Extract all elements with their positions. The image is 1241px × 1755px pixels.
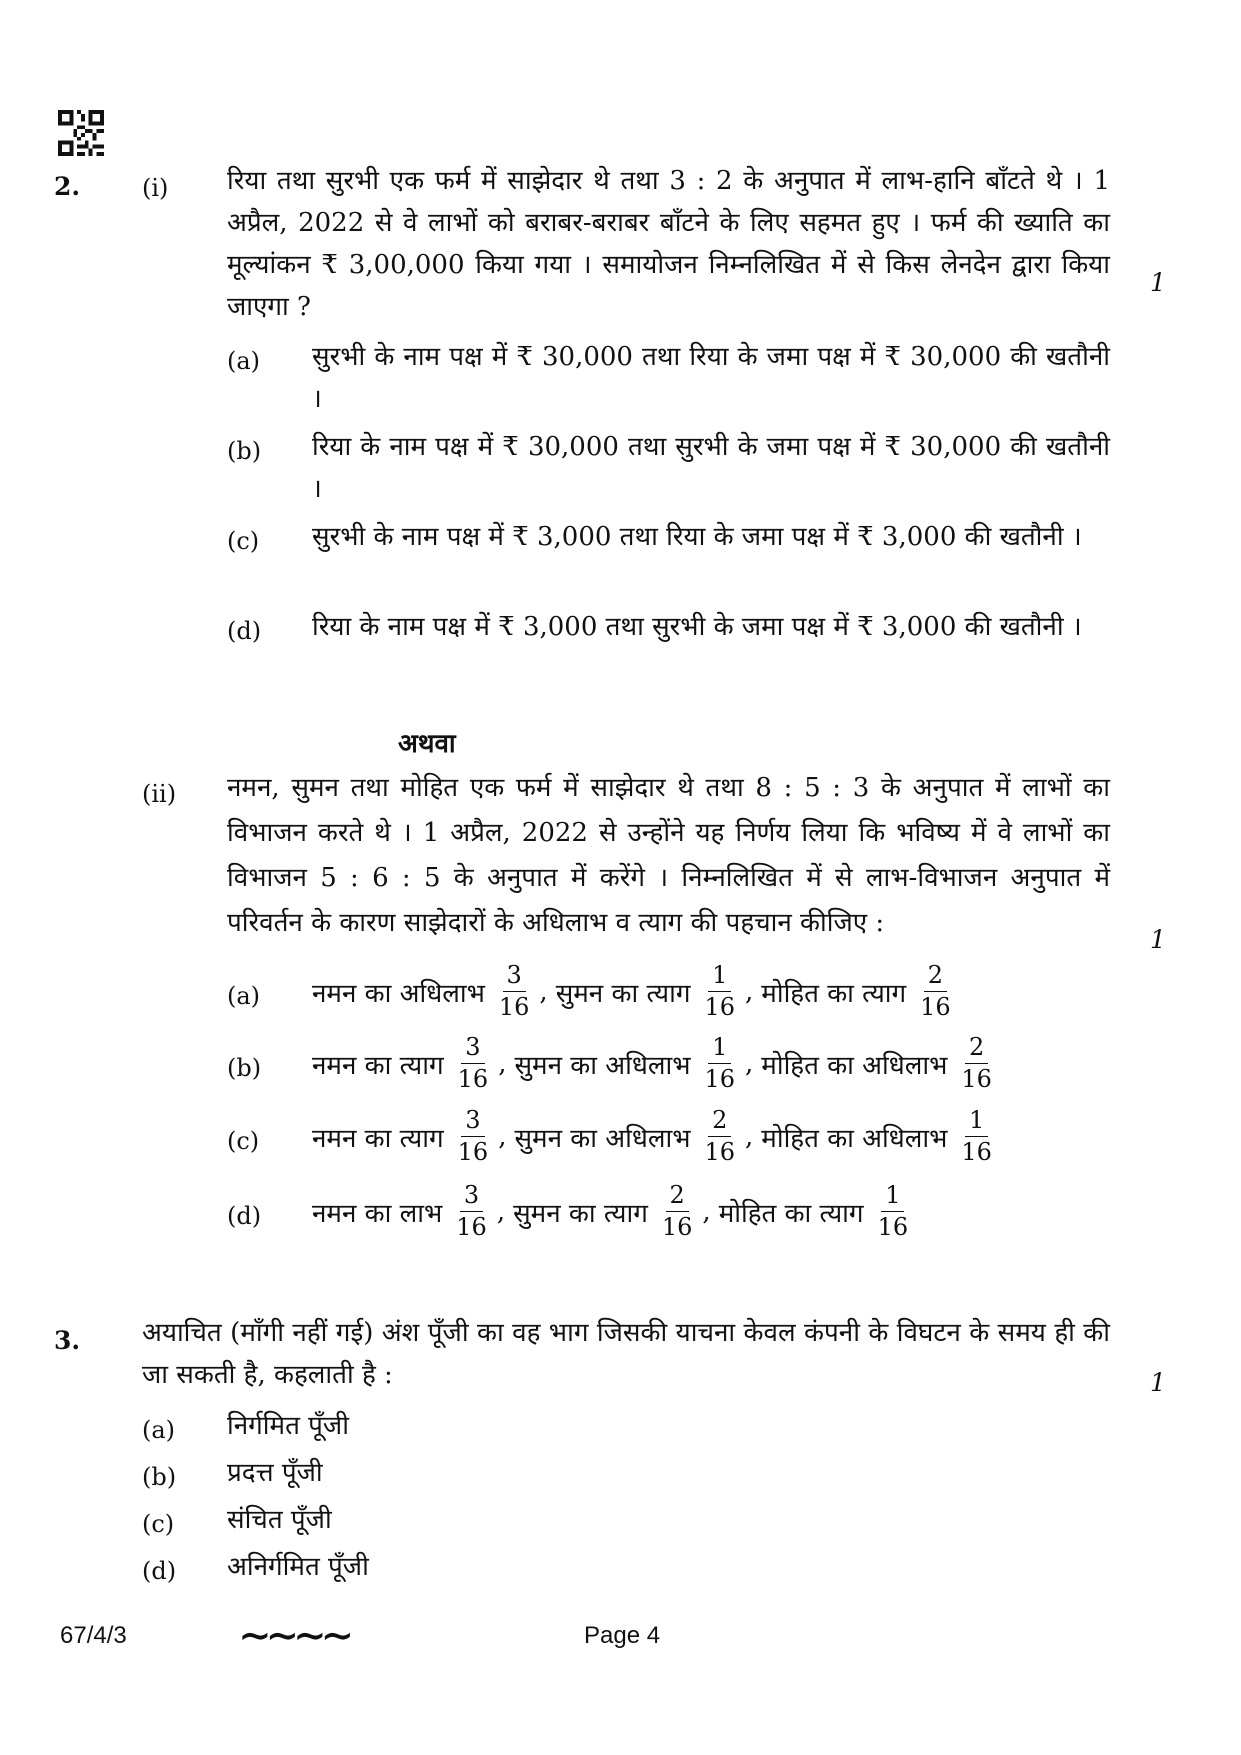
separator: , [496,1196,506,1227]
denominator: 16 [456,1213,487,1242]
option-label: (c) [227,1127,260,1155]
fraction [658,1183,697,1240]
option-text: रिया के नाम पक्ष में ₹ 3,000 तथा सुरभी के जमा पक्ष में ₹ 3,000 की खतौनी । [312,612,1082,642]
tilde-ornament-icon: ∼∼∼∼ [238,1612,349,1659]
denominator: 16 [704,1065,736,1094]
fraction [957,1035,996,1092]
numerator: 1 [881,1183,904,1212]
denominator: 16 [961,1065,992,1094]
numerator: 1 [965,1108,988,1137]
option-label: (d) [227,617,262,645]
numerator: 1 [708,1035,731,1064]
option-label: (b) [227,1054,262,1082]
numerator: 2 [965,1035,988,1064]
denominator: 16 [457,1138,489,1167]
sub-question-label: (ii) [142,780,177,808]
denominator: 16 [457,1065,489,1094]
numerator: 3 [461,1108,484,1137]
option-label: (a) [227,347,261,375]
option-term: नमन का त्याग [312,1050,444,1081]
option-term: नमन का त्याग [312,1123,444,1154]
marks: 1 [1150,925,1166,954]
fraction-option [312,963,961,1020]
option-term: मोहित का अधिलाभ [761,1050,948,1081]
denominator: 16 [704,993,736,1022]
option-label: (a) [142,1416,176,1444]
numerator: 1 [708,963,731,992]
question-text: नमन, सुमन तथा मोहित एक फर्म में साझेदार थे तथा 8 : 5 : 3 के अनुपात में लाभों का विभाजन करते थे । 1 अप्रैल, 2022 से उन्होंने यह निर्णय लिया कि भविष्य में वे लाभों का विभाजन 5 : 6 : 5 के अनुपात में करेंगे । निम्नलिखित में से लाभ-विभाजन अनुपात में परिवर्तन के कारण साझेदारों के अधिलाभ व त्याग की पहचान कीजिए : [227,773,1110,938]
fraction-option [312,1035,1002,1092]
fraction [454,1035,493,1092]
separator: , [745,976,754,1007]
separator: , [702,1196,711,1227]
option-term: मोहित का त्याग [761,978,907,1009]
fraction [700,1108,739,1165]
or-heading: अथवा [398,729,456,759]
question-text: अयाचित (माँगी नहीं गई) अंश पूँजी का वह भाग जिसकी याचना केवल कंपनी के विघटन के समय ही की जा सकती है, कहलाती है : [142,1318,1110,1390]
page-number: Page 4 [584,1622,661,1649]
option-text: सुरभी के नाम पक्ष में ₹ 3,000 तथा रिया के जमा पक्ष में ₹ 3,000 की खतौनी । [312,522,1082,552]
separator: , [498,1048,507,1079]
marks: 1 [1150,268,1166,297]
numerator: 2 [924,963,947,992]
marks: 1 [1150,1368,1166,1397]
denominator: 16 [498,993,530,1022]
fraction [700,963,739,1020]
numerator: 2 [708,1108,731,1137]
fraction [916,963,955,1020]
option-text: रिया के नाम पक्ष में ₹ 30,000 तथा सुरभी के जमा पक्ष में ₹ 30,000 की खतौनी । [312,432,1110,504]
option-label: (a) [227,982,261,1010]
separator: , [539,976,548,1007]
numerator: 3 [460,1183,483,1212]
question-text: रिया तथा सुरभी एक फर्म में साझेदार थे तथा 3 : 2 के अनुपात में लाभ-हानि बाँटते थे । 1 अप्रैल, 2022 से वे लाभों को बराबर-बराबर बाँटने के लिए सहमत हुए । फर्म की ख्याति का मूल्यांकन ₹ 3,00,000 किया गया । समायोजन निम्नलिखित में से किस लेनदेन द्वारा किया जाएगा ? [227,166,1110,322]
fraction [874,1183,913,1240]
numerator: 3 [461,1035,484,1064]
denominator: 16 [877,1213,909,1242]
option-label: (d) [142,1557,177,1585]
denominator: 16 [661,1213,693,1242]
denominator: 16 [920,993,951,1022]
option-term: सुमन का अधिलाभ [514,1123,691,1154]
fraction-option [312,1108,1002,1165]
question-number: 2. [54,172,81,201]
option-term: मोहित का अधिलाभ [761,1123,948,1154]
fraction [957,1108,996,1165]
denominator: 16 [961,1138,992,1167]
option-label: (c) [142,1510,175,1538]
option-text: संचित पूँजी [227,1505,332,1535]
option-label: (c) [227,527,260,555]
numerator: 3 [503,963,526,992]
qr-code [58,110,104,156]
option-label: (b) [142,1463,177,1491]
option-term: सुमन का त्याग [513,1198,648,1229]
paper-code: 67/4/3 [60,1622,127,1649]
separator: , [498,1121,507,1152]
option-label: (d) [227,1202,262,1230]
fraction [700,1035,739,1092]
option-term: नमन का लाभ [312,1198,443,1229]
numerator: 2 [666,1183,689,1212]
separator: , [745,1048,754,1079]
option-label: (b) [227,437,262,465]
option-term: सुमन का त्याग [555,978,691,1009]
denominator: 16 [704,1138,736,1167]
fraction [454,1108,493,1165]
option-text: सुरभी के नाम पक्ष में ₹ 30,000 तथा रिया के जमा पक्ष में ₹ 30,000 की खतौनी । [312,342,1110,414]
fraction [452,1183,491,1240]
option-text: अनिर्गमित पूँजी [227,1552,369,1582]
option-text: निर्गमित पूँजी [227,1411,349,1441]
question-number: 3. [54,1326,81,1355]
option-term: मोहित का त्याग [718,1198,864,1229]
option-term: नमन का अधिलाभ [312,978,485,1009]
option-term: सुमन का अधिलाभ [514,1050,691,1081]
fraction-option [312,1183,918,1240]
separator: , [745,1121,754,1152]
fraction [495,963,534,1020]
sub-question-label: (i) [142,174,169,202]
option-text: प्रदत्त पूँजी [227,1458,323,1488]
